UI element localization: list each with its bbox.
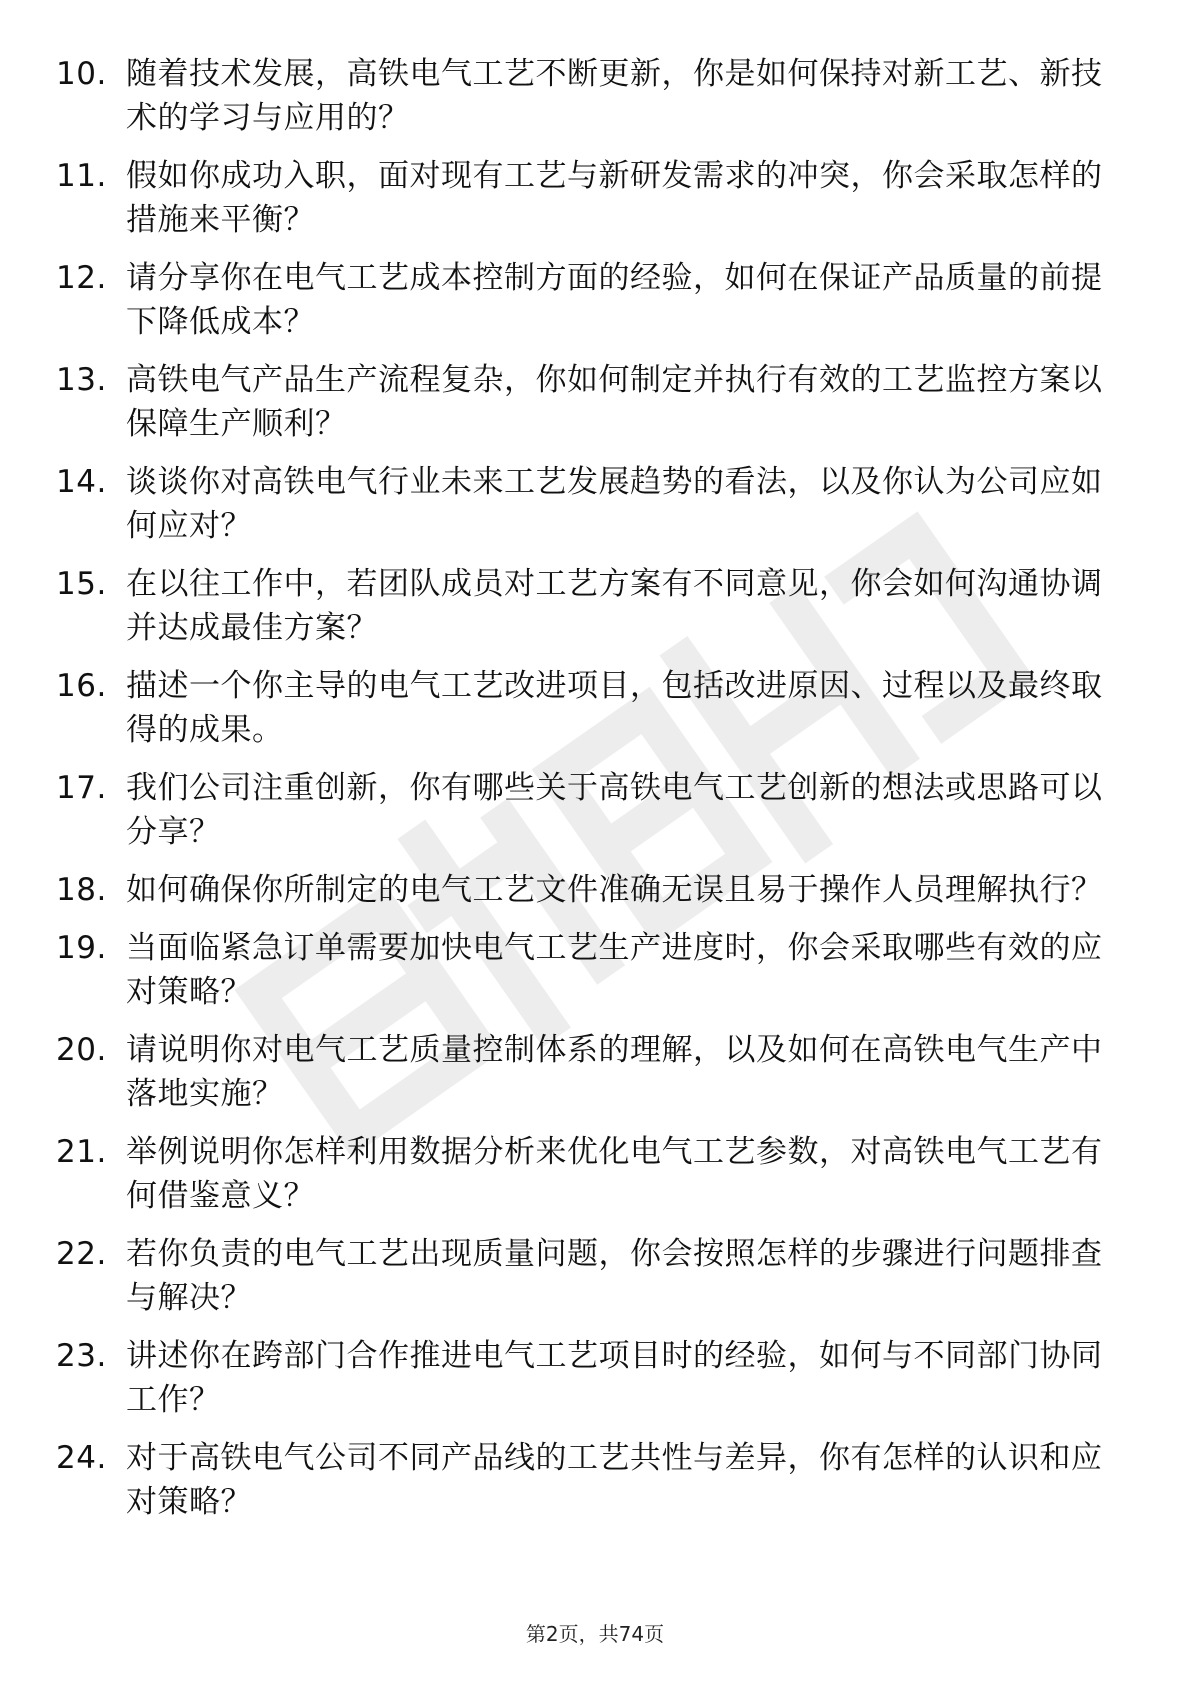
question-number: 10.	[56, 56, 107, 92]
list-item	[56, 256, 1116, 344]
question-number: 17.	[56, 770, 107, 806]
question-number: 19.	[56, 930, 107, 966]
question-text: 描述一个你主导的电气工艺改进项目，包括改进原因、过程以及最终取得的成果。	[126, 668, 1103, 748]
question-text: 举例说明你怎样利用数据分析来优化电气工艺参数，对高铁电气工艺有何借鉴意义？	[126, 1134, 1103, 1214]
list-item	[56, 1436, 1116, 1524]
question-number: 20.	[56, 1032, 107, 1068]
list-item	[56, 460, 1116, 548]
page-number: 第2页，共74页	[525, 1622, 665, 1646]
question-number: 24.	[56, 1440, 107, 1476]
question-number: 15.	[56, 566, 107, 602]
question-text: 对于高铁电气公司不同产品线的工艺共性与差异，你有怎样的认识和应对策略？	[126, 1440, 1103, 1520]
question-number: 16.	[56, 668, 107, 704]
question-number: 18.	[56, 872, 107, 908]
list-item	[56, 868, 1116, 912]
question-text: 若你负责的电气工艺出现质量问题，你会按照怎样的步骤进行问题排查与解决？	[126, 1236, 1103, 1316]
list-item	[56, 154, 1116, 242]
question-number: 14.	[56, 464, 107, 500]
question-text: 请说明你对电气工艺质量控制体系的理解，以及如何在高铁电气生产中落地实施？	[126, 1032, 1103, 1112]
list-item	[56, 52, 1116, 140]
list-item	[56, 1232, 1116, 1320]
question-number: 11.	[56, 158, 107, 194]
list-item	[56, 664, 1116, 752]
question-text: 谈谈你对高铁电气行业未来工艺发展趋势的看法，以及你认为公司应如何应对？	[126, 464, 1103, 544]
list-item	[56, 1130, 1116, 1218]
list-item	[56, 1334, 1116, 1422]
list-item	[56, 358, 1116, 446]
question-number: 12.	[56, 260, 107, 296]
list-item	[56, 562, 1116, 650]
question-text: 我们公司注重创新，你有哪些关于高铁电气工艺创新的想法或思路可以分享？	[126, 770, 1103, 850]
list-item	[56, 766, 1116, 854]
question-number: 22.	[56, 1236, 107, 1272]
question-list	[56, 52, 1116, 1538]
question-text: 高铁电气产品生产流程复杂，你如何制定并执行有效的工艺监控方案以保障生产顺利？	[126, 362, 1103, 442]
question-number: 13.	[56, 362, 107, 398]
question-text: 如何确保你所制定的电气工艺文件准确无误且易于操作人员理解执行？	[126, 872, 1103, 908]
question-text: 当面临紧急订单需要加快电气工艺生产进度时，你会采取哪些有效的应对策略？	[126, 930, 1103, 1010]
question-number: 21.	[56, 1134, 107, 1170]
question-text: 假如你成功入职，面对现有工艺与新研发需求的冲突，你会采取怎样的措施来平衡？	[126, 158, 1103, 238]
list-item	[56, 1028, 1116, 1116]
question-number: 23.	[56, 1338, 107, 1374]
question-text: 在以往工作中，若团队成员对工艺方案有不同意见，你会如何沟通协调并达成最佳方案？	[126, 566, 1103, 646]
question-text: 讲述你在跨部门合作推进电气工艺项目时的经验，如何与不同部门协同工作？	[126, 1338, 1103, 1418]
question-text: 请分享你在电气工艺成本控制方面的经验，如何在保证产品质量的前提下降低成本？	[126, 260, 1103, 340]
question-text: 随着技术发展，高铁电气工艺不断更新，你是如何保持对新工艺、新技术的学习与应用的？	[126, 56, 1103, 136]
list-item	[56, 926, 1116, 1014]
